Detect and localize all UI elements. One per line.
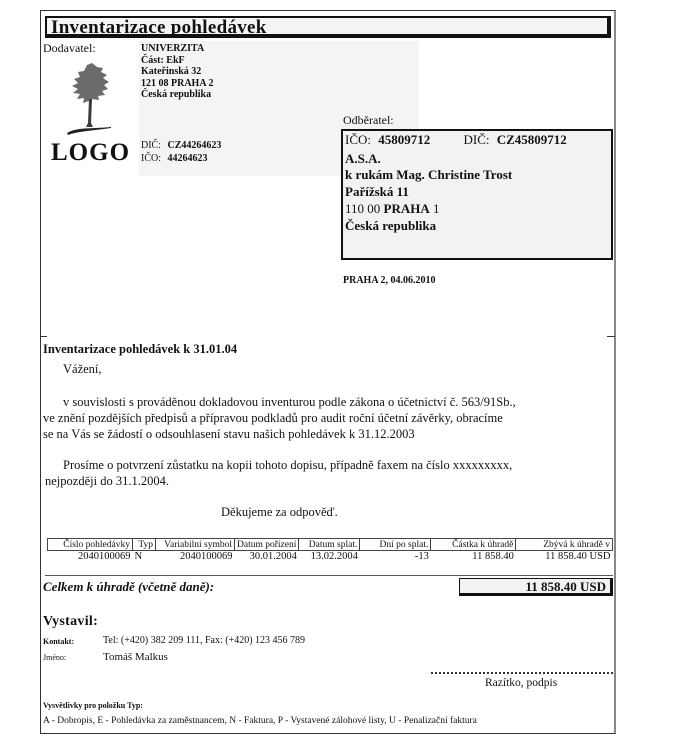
receivables-table bbox=[47, 538, 613, 562]
letter-p2-line2: nejpozději do 31.1.2004. bbox=[45, 474, 169, 488]
supplier-ico-row bbox=[141, 153, 208, 164]
contact-value: Tel: (+420) 382 209 111, Fax: (+420) 123 456 789 bbox=[103, 635, 306, 646]
col-header-type: Typ bbox=[133, 539, 156, 551]
customer-label: Odběratel: bbox=[343, 113, 394, 127]
customer-city-row bbox=[345, 201, 440, 217]
total-value-box bbox=[459, 578, 613, 596]
customer-ids bbox=[345, 132, 567, 148]
cell-due-date: 13.02.2004 bbox=[310, 551, 358, 562]
supplier-name: UNIVERZITA bbox=[141, 43, 205, 54]
supplier-part: Část: EkF bbox=[141, 54, 185, 66]
total-label: Celkem k úhradě (včetně daně): bbox=[43, 579, 215, 594]
supplier-ico: 44264623 bbox=[167, 153, 208, 164]
cell-days-overdue: -13 bbox=[414, 551, 429, 562]
customer-street: Pařížská 11 bbox=[345, 184, 409, 199]
fold-mark-left bbox=[41, 336, 47, 337]
fold-mark-right bbox=[607, 336, 615, 337]
cell-remaining: 11 858.40 USD bbox=[545, 551, 611, 562]
supplier-ico-label: IČO: bbox=[141, 153, 161, 164]
customer-dic: CZ45809712 bbox=[496, 132, 567, 147]
total-value: 11 858.40 USD bbox=[525, 579, 606, 594]
customer-name: A.S.A. bbox=[345, 151, 381, 166]
customer-ico-label: IČO: bbox=[345, 132, 371, 147]
col-header-due-date: Datum splat. bbox=[299, 539, 360, 551]
col-header-remaining: Zbývá k úhradě v bbox=[516, 539, 613, 551]
customer-district: 1 bbox=[433, 201, 440, 216]
customer-attention: k rukám Mag. Christine Trost bbox=[345, 167, 513, 182]
supplier-dic: CZ44264623 bbox=[167, 140, 222, 151]
total-divider bbox=[45, 575, 613, 576]
tree-logo-icon bbox=[59, 61, 119, 139]
col-header-receivable-number: Číslo pohledávky bbox=[48, 539, 133, 551]
issuer-name: Tomáš Malkus bbox=[103, 651, 168, 663]
col-header-days-overdue: Dní po splat. bbox=[360, 539, 431, 551]
letter-p1-line2: ve znění pozdějších předpisů a přípravou podkladů pro audit roční účetní závěrky, obracíme bbox=[43, 411, 503, 425]
cell-variable-symbol: 2040100069 bbox=[180, 551, 233, 562]
customer-zip: 110 00 bbox=[345, 201, 381, 216]
legend-text: A - Dobropis, E - Pohledávka za zaměstnancem, N - Faktura, P - Vystavené zálohové listy, U - Penalizační faktura bbox=[43, 716, 477, 726]
cell-acquisition-date: 30.01.2004 bbox=[249, 551, 297, 562]
letter-greeting: Vážení, bbox=[63, 362, 102, 376]
table-row bbox=[48, 551, 613, 563]
letter-paragraph-2 bbox=[45, 457, 512, 489]
document-title: Inventarizace pohledávek bbox=[51, 17, 267, 38]
letter-paragraph-1 bbox=[43, 394, 516, 442]
supplier-country: Česká republika bbox=[141, 89, 212, 100]
letter-p1-line3: se na Vás se žádostí o odsouhlasení stavu našich pohledávek k 31.12.2003 bbox=[43, 427, 415, 441]
signature-label: Razítko, podpis bbox=[485, 677, 558, 689]
customer-country: Česká republika bbox=[345, 218, 437, 233]
table-header-row bbox=[48, 539, 613, 551]
place-date: PRAHA 2, 04.06.2010 bbox=[343, 275, 436, 286]
legend-title: Vysvětlivky pro položku Typ: bbox=[43, 701, 143, 710]
issuer-heading: Vystavil: bbox=[43, 614, 99, 629]
signature-line bbox=[431, 672, 613, 674]
cell-type: N bbox=[134, 551, 143, 562]
cell-amount-due: 11 858.40 bbox=[472, 551, 514, 562]
customer-city: PRAHA bbox=[383, 201, 430, 216]
col-header-variable-symbol: Variabilní symbol bbox=[156, 539, 235, 551]
title-box bbox=[45, 16, 611, 38]
supplier-street: Kateřinská 32 bbox=[141, 66, 202, 77]
cell-receivable-number: 2040100069 bbox=[78, 551, 131, 562]
customer-ico: 45809712 bbox=[378, 132, 431, 147]
supplier-dic-row bbox=[141, 140, 221, 151]
supplier-city: 121 08 PRAHA 2 bbox=[141, 77, 214, 89]
name-label: Jméno: bbox=[43, 653, 67, 662]
logo-text: LOGO bbox=[51, 139, 131, 166]
col-header-amount-due: Částka k úhradě bbox=[431, 539, 516, 551]
letter-subject: Inventarizace pohledávek k 31.01.04 bbox=[43, 342, 238, 356]
supplier-label: Dodavatel: bbox=[43, 41, 96, 55]
letter-p1-line1: v souvislosti s prováděnou dokladovou inventurou podle zákona o účetnictví č. 563/91Sb., bbox=[63, 395, 516, 409]
letter-thanks: Děkujeme za odpověď. bbox=[221, 505, 338, 519]
customer-box bbox=[341, 129, 613, 260]
supplier-dic-label: DIČ: bbox=[141, 140, 161, 151]
customer-dic-label: DIČ: bbox=[463, 132, 490, 147]
supplier-address bbox=[141, 43, 214, 101]
contact-label: Kontakt: bbox=[43, 637, 75, 646]
letter-p2-line1: Prosíme o potvrzení zůstatku na kopii tohoto dopisu, případně faxem na číslo xxxxxxxxx, bbox=[63, 458, 513, 472]
document-page bbox=[40, 10, 616, 734]
col-header-acquisition-date: Datum pořízení bbox=[235, 539, 299, 551]
